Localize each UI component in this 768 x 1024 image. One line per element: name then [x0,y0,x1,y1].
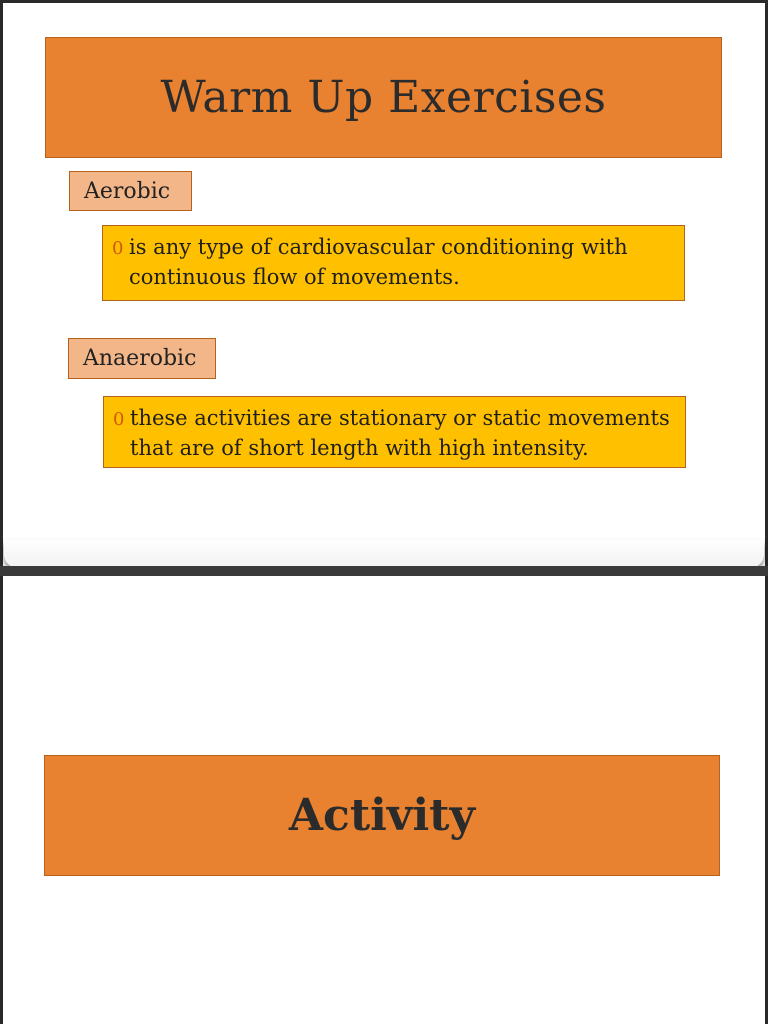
title-banner [45,37,722,158]
slide-separator [0,566,768,576]
bullet-marker-icon: 0 [112,238,124,259]
activity-title: Activity [288,790,476,841]
label-anaerobic: Anaerobic [68,338,216,379]
bullet-text-aerobic: is any type of cardiovascular conditioning with continuous flow of movements. [129,235,628,289]
bullet-box-aerobic [102,225,685,301]
label-aerobic: Aerobic [69,171,192,211]
bullet-text-anaerobic: these activities are stationary or static movements that are of short length with high intensity. [130,406,670,460]
bullet-box-anaerobic [103,396,686,468]
activity-banner [44,755,720,876]
bullet-marker-icon: 0 [113,409,125,430]
slide-title: Warm Up Exercises [160,72,607,123]
slide-shadow [4,540,764,568]
